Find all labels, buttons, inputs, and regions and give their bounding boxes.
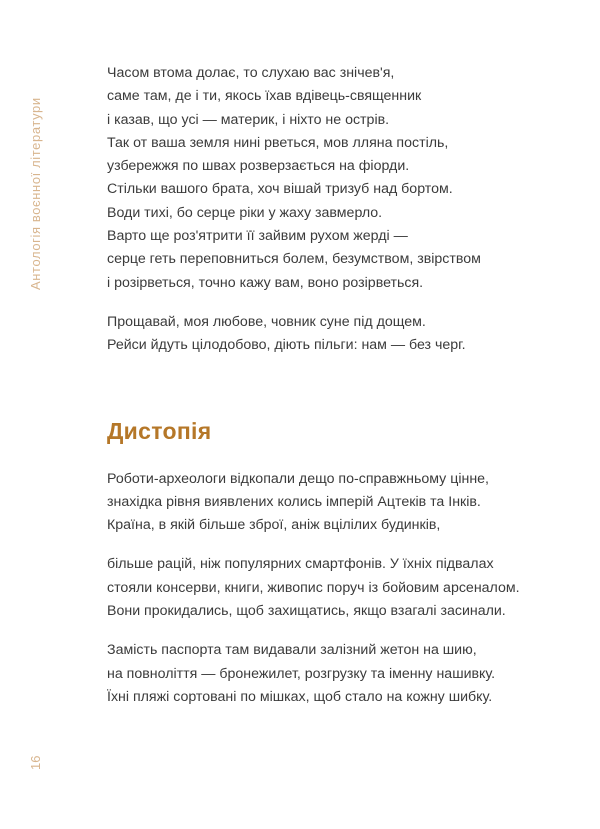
poem-line: Так от ваша земля нині рветься, мов лляна постіль, (107, 134, 449, 151)
page-content (107, 62, 577, 709)
poem-line: Води тихі, бо серце ріки у жаху завмерло. (107, 204, 383, 221)
poem-line: Варто ще роз'ятрити її зайвим рухом жерді — (107, 228, 408, 245)
poem-line: Їхні пляжі сортовані по мішках, щоб стало на кожну шибку. (107, 688, 493, 705)
poem2-stanza2 (107, 553, 577, 623)
poem-line: на повноліття — бронежилет, розгрузку та іменну нашивку. (107, 665, 496, 682)
poem-line: Країна, в якій більше зброї, аніж вцілілих будинків, (107, 517, 441, 534)
poem-line: стояли консерви, книги, живопис поруч із бойовим арсеналом. (107, 579, 520, 596)
poem-line: і розірветься, точно кажу вам, воно розірветься. (107, 274, 424, 291)
poem-line: саме там, де і ти, якось їхав вдівець-священник (107, 88, 422, 105)
poem1-stanza1 (107, 62, 577, 295)
poem-line: Рейси йдуть цілодобово, діють пільги: нам — без черг. (107, 337, 466, 354)
poem-line: узбережжя по швах розверзається на фіорди. (107, 158, 410, 175)
poem-line: Часом втома долає, то слухаю вас знічев'я, (107, 65, 395, 81)
poem2-stanza3 (107, 639, 577, 709)
poem2-stanza1 (107, 468, 577, 538)
poem-title: Дистопія (107, 417, 212, 444)
poem-line: Роботи-археологи відкопали дещо по-справжньому цінне, (107, 470, 490, 487)
poem1-stanza2 (107, 311, 577, 358)
page-number: 16 (28, 755, 43, 770)
poem-line: знахідка рівня виявлених колись імперій Ацтеків та Інків. (107, 493, 481, 510)
poem-line: Стільки вашого брата, хоч вішай тризуб над бортом. (107, 181, 453, 198)
poem-line: більше рацій, ніж популярних смартфонів. У їхніх підвалах (107, 556, 494, 573)
poem-line: Замість паспорта там видавали залізний жетон на шию, (107, 642, 477, 659)
poem-line: Вони прокидались, щоб захищатись, якщо взагалі засинали. (107, 603, 506, 620)
running-head: Антологія воєнної літератури (28, 97, 43, 290)
poem-line: і казав, що усі — материк, і ніхто не острів. (107, 111, 390, 128)
poem-line: Прощавай, моя любове, човник суне під дощем. (107, 313, 426, 330)
poem-line: серце геть переповниться болем, безумством, звірством (107, 251, 481, 268)
